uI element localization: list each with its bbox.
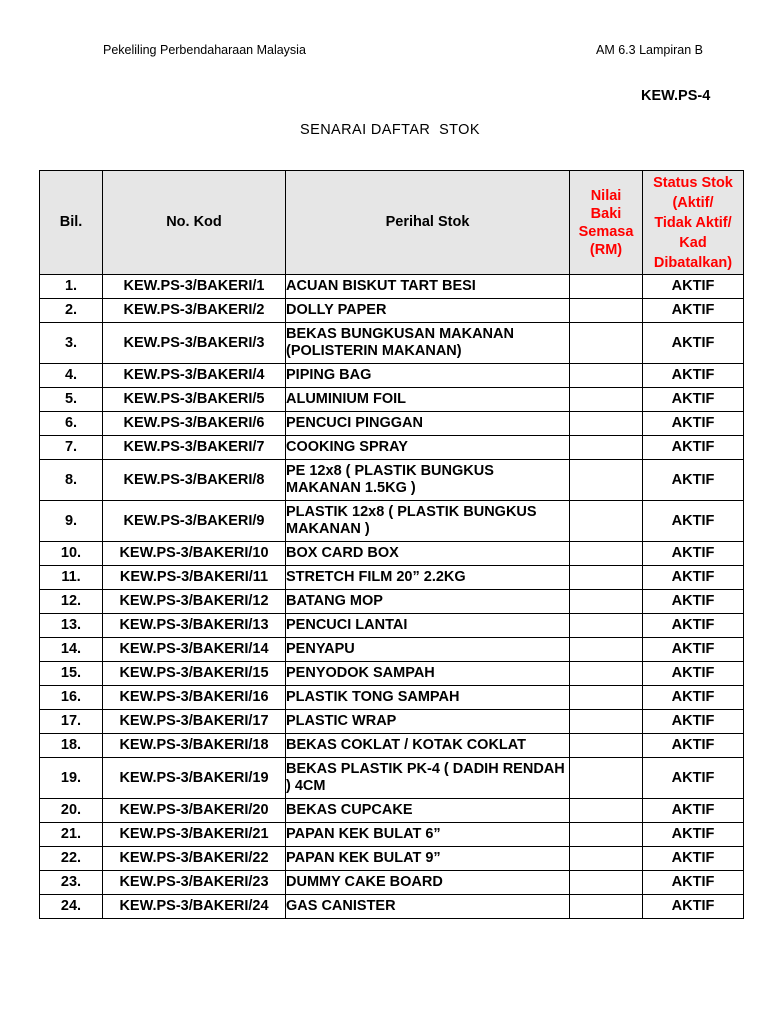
cell-bil: 12. bbox=[40, 590, 103, 614]
cell-status: AKTIF bbox=[643, 895, 744, 919]
cell-nilai bbox=[570, 566, 643, 590]
table-row bbox=[40, 638, 744, 662]
cell-status: AKTIF bbox=[643, 614, 744, 638]
cell-kod: KEW.PS-3/BAKERI/11 bbox=[103, 566, 286, 590]
cell-kod: KEW.PS-3/BAKERI/8 bbox=[103, 460, 286, 501]
table-row bbox=[40, 662, 744, 686]
cell-nilai bbox=[570, 871, 643, 895]
cell-kod: KEW.PS-3/BAKERI/2 bbox=[103, 299, 286, 323]
cell-status: AKTIF bbox=[643, 590, 744, 614]
table-row bbox=[40, 871, 744, 895]
column-header-bil: Bil. bbox=[40, 171, 103, 275]
cell-nilai bbox=[570, 590, 643, 614]
cell-bil: 6. bbox=[40, 412, 103, 436]
table-row bbox=[40, 710, 744, 734]
column-header-status-line: (Aktif/ bbox=[672, 195, 714, 211]
cell-bil: 4. bbox=[40, 364, 103, 388]
cell-bil: 16. bbox=[40, 686, 103, 710]
cell-status: AKTIF bbox=[643, 460, 744, 501]
document-title: SENARAI DAFTAR STOK bbox=[300, 122, 480, 138]
cell-status: AKTIF bbox=[643, 662, 744, 686]
cell-perihal: BEKAS PLASTIK PK-4 ( DADIH RENDAH ) 4CM bbox=[286, 758, 570, 799]
cell-kod: KEW.PS-3/BAKERI/12 bbox=[103, 590, 286, 614]
cell-bil: 24. bbox=[40, 895, 103, 919]
cell-perihal: ALUMINIUM FOIL bbox=[286, 388, 570, 412]
cell-nilai bbox=[570, 638, 643, 662]
appendix-reference: AM 6.3 Lampiran B bbox=[596, 43, 703, 57]
table-row bbox=[40, 275, 744, 299]
cell-status: AKTIF bbox=[643, 823, 744, 847]
cell-bil: 13. bbox=[40, 614, 103, 638]
cell-status: AKTIF bbox=[643, 686, 744, 710]
cell-nilai bbox=[570, 436, 643, 460]
cell-kod: KEW.PS-3/BAKERI/22 bbox=[103, 847, 286, 871]
cell-kod: KEW.PS-3/BAKERI/6 bbox=[103, 412, 286, 436]
cell-nilai bbox=[570, 758, 643, 799]
cell-perihal: BEKAS CUPCAKE bbox=[286, 799, 570, 823]
table-row bbox=[40, 895, 744, 919]
column-header-status-line: Status Stok bbox=[653, 175, 733, 191]
cell-bil: 20. bbox=[40, 799, 103, 823]
table-row bbox=[40, 614, 744, 638]
cell-nilai bbox=[570, 542, 643, 566]
column-header-nilai-line: (RM) bbox=[589, 241, 623, 258]
table-row bbox=[40, 590, 744, 614]
cell-perihal: BATANG MOP bbox=[286, 590, 570, 614]
cell-perihal: PENCUCI LANTAI bbox=[286, 614, 570, 638]
cell-kod: KEW.PS-3/BAKERI/24 bbox=[103, 895, 286, 919]
cell-status: AKTIF bbox=[643, 734, 744, 758]
cell-status: AKTIF bbox=[643, 364, 744, 388]
cell-perihal: PENCUCI PINGGAN bbox=[286, 412, 570, 436]
cell-perihal: PE 12x8 ( PLASTIK BUNGKUS MAKANAN 1.5KG ) bbox=[286, 460, 570, 501]
cell-nilai bbox=[570, 364, 643, 388]
form-code: KEW.PS-4 bbox=[641, 88, 711, 104]
circular-reference: Pekeliling Perbendaharaan Malaysia bbox=[103, 43, 306, 57]
table-row bbox=[40, 758, 744, 799]
table-row bbox=[40, 799, 744, 823]
stock-register-table bbox=[39, 170, 744, 919]
cell-bil: 1. bbox=[40, 275, 103, 299]
cell-status: AKTIF bbox=[643, 710, 744, 734]
cell-kod: KEW.PS-3/BAKERI/21 bbox=[103, 823, 286, 847]
cell-perihal: STRETCH FILM 20” 2.2KG bbox=[286, 566, 570, 590]
cell-status: AKTIF bbox=[643, 299, 744, 323]
cell-status: AKTIF bbox=[643, 566, 744, 590]
cell-perihal: PAPAN KEK BULAT 9” bbox=[286, 847, 570, 871]
cell-bil: 17. bbox=[40, 710, 103, 734]
cell-status: AKTIF bbox=[643, 501, 744, 542]
cell-nilai bbox=[570, 412, 643, 436]
cell-kod: KEW.PS-3/BAKERI/10 bbox=[103, 542, 286, 566]
cell-nilai bbox=[570, 275, 643, 299]
cell-perihal: BOX CARD BOX bbox=[286, 542, 570, 566]
cell-status: AKTIF bbox=[643, 638, 744, 662]
cell-status: AKTIF bbox=[643, 323, 744, 364]
cell-perihal: DOLLY PAPER bbox=[286, 299, 570, 323]
cell-bil: 19. bbox=[40, 758, 103, 799]
table-header-row bbox=[40, 171, 744, 275]
cell-status: AKTIF bbox=[643, 871, 744, 895]
cell-perihal: PAPAN KEK BULAT 6” bbox=[286, 823, 570, 847]
cell-nilai bbox=[570, 734, 643, 758]
cell-kod: KEW.PS-3/BAKERI/1 bbox=[103, 275, 286, 299]
cell-bil: 10. bbox=[40, 542, 103, 566]
cell-status: AKTIF bbox=[643, 542, 744, 566]
cell-status: AKTIF bbox=[643, 388, 744, 412]
table-row bbox=[40, 460, 744, 501]
cell-status: AKTIF bbox=[643, 275, 744, 299]
cell-perihal: PENYAPU bbox=[286, 638, 570, 662]
cell-kod: KEW.PS-3/BAKERI/13 bbox=[103, 614, 286, 638]
cell-kod: KEW.PS-3/BAKERI/5 bbox=[103, 388, 286, 412]
cell-bil: 8. bbox=[40, 460, 103, 501]
cell-status: AKTIF bbox=[643, 436, 744, 460]
cell-nilai bbox=[570, 614, 643, 638]
column-header-status-line: Kad bbox=[679, 235, 707, 251]
cell-kod: KEW.PS-3/BAKERI/17 bbox=[103, 710, 286, 734]
cell-nilai bbox=[570, 460, 643, 501]
table-row bbox=[40, 734, 744, 758]
cell-bil: 18. bbox=[40, 734, 103, 758]
cell-nilai bbox=[570, 388, 643, 412]
table-row bbox=[40, 847, 744, 871]
cell-kod: KEW.PS-3/BAKERI/14 bbox=[103, 638, 286, 662]
table-row bbox=[40, 412, 744, 436]
cell-status: AKTIF bbox=[643, 758, 744, 799]
table-row bbox=[40, 501, 744, 542]
cell-bil: 23. bbox=[40, 871, 103, 895]
cell-nilai bbox=[570, 895, 643, 919]
cell-bil: 15. bbox=[40, 662, 103, 686]
table-row bbox=[40, 686, 744, 710]
cell-bil: 3. bbox=[40, 323, 103, 364]
cell-status: AKTIF bbox=[643, 847, 744, 871]
table-row bbox=[40, 542, 744, 566]
column-header-status-line: Tidak Aktif/ bbox=[654, 215, 732, 231]
cell-bil: 14. bbox=[40, 638, 103, 662]
cell-nilai bbox=[570, 299, 643, 323]
cell-nilai bbox=[570, 847, 643, 871]
cell-perihal: COOKING SPRAY bbox=[286, 436, 570, 460]
cell-status: AKTIF bbox=[643, 412, 744, 436]
table-row bbox=[40, 364, 744, 388]
cell-kod: KEW.PS-3/BAKERI/20 bbox=[103, 799, 286, 823]
table-row bbox=[40, 323, 744, 364]
cell-status: AKTIF bbox=[643, 799, 744, 823]
cell-perihal: GAS CANISTER bbox=[286, 895, 570, 919]
cell-bil: 21. bbox=[40, 823, 103, 847]
cell-kod: KEW.PS-3/BAKERI/4 bbox=[103, 364, 286, 388]
cell-nilai bbox=[570, 823, 643, 847]
column-header-perihal: Perihal Stok bbox=[286, 171, 570, 275]
cell-perihal: PLASTIK TONG SAMPAH bbox=[286, 686, 570, 710]
column-header-nilai-line: Semasa bbox=[578, 223, 634, 240]
cell-kod: KEW.PS-3/BAKERI/9 bbox=[103, 501, 286, 542]
table-row bbox=[40, 299, 744, 323]
cell-nilai bbox=[570, 686, 643, 710]
cell-perihal: BEKAS COKLAT / KOTAK COKLAT bbox=[286, 734, 570, 758]
cell-kod: KEW.PS-3/BAKERI/23 bbox=[103, 871, 286, 895]
table-row bbox=[40, 436, 744, 460]
cell-kod: KEW.PS-3/BAKERI/15 bbox=[103, 662, 286, 686]
cell-nilai bbox=[570, 799, 643, 823]
cell-perihal: ACUAN BISKUT TART BESI bbox=[286, 275, 570, 299]
cell-kod: KEW.PS-3/BAKERI/7 bbox=[103, 436, 286, 460]
cell-bil: 5. bbox=[40, 388, 103, 412]
cell-bil: 7. bbox=[40, 436, 103, 460]
cell-nilai bbox=[570, 501, 643, 542]
cell-nilai bbox=[570, 323, 643, 364]
cell-perihal: PLASTIC WRAP bbox=[286, 710, 570, 734]
cell-kod: KEW.PS-3/BAKERI/18 bbox=[103, 734, 286, 758]
table-row bbox=[40, 823, 744, 847]
cell-perihal: PLASTIK 12x8 ( PLASTIK BUNGKUS MAKANAN ) bbox=[286, 501, 570, 542]
column-header-nilai-line: Baki bbox=[590, 205, 622, 222]
cell-bil: 11. bbox=[40, 566, 103, 590]
cell-bil: 2. bbox=[40, 299, 103, 323]
cell-kod: KEW.PS-3/BAKERI/19 bbox=[103, 758, 286, 799]
cell-perihal: PENYODOK SAMPAH bbox=[286, 662, 570, 686]
cell-nilai bbox=[570, 710, 643, 734]
cell-perihal: DUMMY CAKE BOARD bbox=[286, 871, 570, 895]
cell-nilai bbox=[570, 662, 643, 686]
cell-kod: KEW.PS-3/BAKERI/16 bbox=[103, 686, 286, 710]
column-header-nilai bbox=[570, 171, 643, 275]
table-row bbox=[40, 566, 744, 590]
column-header-nilai-line: Nilai bbox=[590, 187, 622, 204]
cell-kod: KEW.PS-3/BAKERI/3 bbox=[103, 323, 286, 364]
table-row bbox=[40, 388, 744, 412]
cell-perihal: PIPING BAG bbox=[286, 364, 570, 388]
cell-bil: 22. bbox=[40, 847, 103, 871]
cell-bil: 9. bbox=[40, 501, 103, 542]
column-header-status bbox=[643, 171, 744, 275]
column-header-kod: No. Kod bbox=[103, 171, 286, 275]
cell-perihal: BEKAS BUNGKUSAN MAKANAN (POLISTERIN MAKANAN) bbox=[286, 323, 570, 364]
column-header-status-line: Dibatalkan) bbox=[653, 255, 733, 271]
